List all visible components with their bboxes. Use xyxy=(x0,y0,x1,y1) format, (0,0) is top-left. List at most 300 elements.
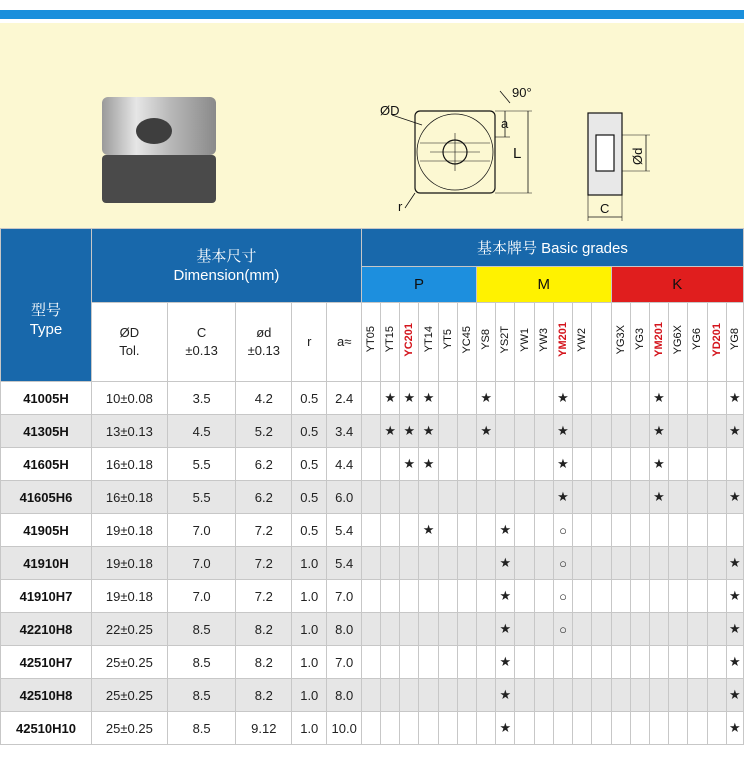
grade-mark xyxy=(592,415,611,448)
grade-mark xyxy=(400,679,419,712)
grade-column-header xyxy=(669,303,688,382)
grade-name: YT15 xyxy=(384,326,397,353)
grade-mark xyxy=(419,646,438,679)
row-dim-r: 0.5 xyxy=(292,448,327,481)
insert-photo xyxy=(102,97,216,203)
grades-header: 基本牌号 Basic grades xyxy=(361,229,743,267)
grade-mark xyxy=(611,547,630,580)
row-dim-r: 0.5 xyxy=(292,415,327,448)
grade-mark xyxy=(515,382,534,415)
grade-mark xyxy=(438,712,457,745)
dim-column-label: ød xyxy=(256,325,272,340)
grade-mark xyxy=(534,415,553,448)
grade-mark: ★ xyxy=(381,382,400,415)
table-row xyxy=(1,481,744,514)
grade-mark xyxy=(573,382,592,415)
grade-mark xyxy=(707,382,726,415)
row-dim-C: 8.5 xyxy=(167,646,236,679)
grade-column-header xyxy=(573,303,592,382)
grade-mark xyxy=(400,613,419,646)
grade-column-header xyxy=(496,303,515,382)
technical-drawing xyxy=(360,73,680,233)
row-dim-C: 5.5 xyxy=(167,448,236,481)
grade-mark xyxy=(649,646,668,679)
row-dim-a: 8.0 xyxy=(327,613,361,646)
grade-mark xyxy=(611,481,630,514)
grade-mark xyxy=(400,580,419,613)
grade-mark xyxy=(553,712,572,745)
grade-mark xyxy=(477,712,496,745)
dimension-header xyxy=(91,229,361,303)
grade-mark xyxy=(361,712,380,745)
grade-group-p: P xyxy=(361,267,476,303)
grade-column-header xyxy=(361,303,380,382)
grade-column-header xyxy=(419,303,438,382)
grade-mark xyxy=(707,547,726,580)
grade-column-header xyxy=(457,303,476,382)
grade-mark xyxy=(611,448,630,481)
grade-mark: ★ xyxy=(419,382,438,415)
row-dim-r: 1.0 xyxy=(292,613,327,646)
grade-mark xyxy=(400,712,419,745)
grade-mark xyxy=(688,514,707,547)
grade-mark: ★ xyxy=(553,481,572,514)
row-dim-D: 25±0.25 xyxy=(91,679,167,712)
grade-name: YG6X xyxy=(672,324,685,355)
row-dim-r: 0.5 xyxy=(292,481,327,514)
grade-mark: ★ xyxy=(477,382,496,415)
grade-mark xyxy=(630,547,649,580)
grade-mark xyxy=(688,712,707,745)
grade-mark xyxy=(573,613,592,646)
row-dim-D: 16±0.18 xyxy=(91,448,167,481)
grade-mark: ★ xyxy=(553,448,572,481)
grade-mark xyxy=(534,514,553,547)
row-dim-d: 8.2 xyxy=(236,679,292,712)
grade-mark xyxy=(534,613,553,646)
grade-mark xyxy=(381,613,400,646)
grade-mark xyxy=(649,547,668,580)
grade-mark xyxy=(707,646,726,679)
row-type: 41605H6 xyxy=(1,481,92,514)
grade-mark: ★ xyxy=(400,382,419,415)
grade-mark xyxy=(592,679,611,712)
grade-mark xyxy=(669,448,688,481)
row-dim-r: 1.0 xyxy=(292,547,327,580)
grade-mark: ★ xyxy=(553,415,572,448)
grade-mark xyxy=(477,514,496,547)
grade-name: YS8 xyxy=(480,329,493,350)
grade-mark: ★ xyxy=(419,415,438,448)
grade-mark xyxy=(592,613,611,646)
grade-mark xyxy=(515,580,534,613)
grade-mark xyxy=(419,679,438,712)
grade-mark: ★ xyxy=(726,415,743,448)
grade-mark xyxy=(361,382,380,415)
grade-mark xyxy=(438,448,457,481)
grade-mark: ★ xyxy=(726,712,743,745)
grade-mark xyxy=(496,415,515,448)
grade-mark xyxy=(611,514,630,547)
dimension-header-en: Dimension(mm) xyxy=(173,266,280,284)
grade-mark: ★ xyxy=(726,580,743,613)
table-row xyxy=(1,712,744,745)
grade-mark xyxy=(669,514,688,547)
grade-mark xyxy=(361,448,380,481)
grade-mark: ★ xyxy=(726,613,743,646)
grade-mark xyxy=(573,415,592,448)
grade-name: YW2 xyxy=(576,327,589,352)
grade-mark xyxy=(438,646,457,679)
grade-name: YD201 xyxy=(710,322,723,357)
grade-mark xyxy=(669,481,688,514)
product-figure-panel xyxy=(0,23,744,228)
row-type: 41910H xyxy=(1,547,92,580)
grade-mark xyxy=(649,712,668,745)
grade-column-header xyxy=(726,303,743,382)
grade-column-header xyxy=(553,303,572,382)
grade-mark xyxy=(688,481,707,514)
grade-mark xyxy=(688,679,707,712)
grade-name: YW1 xyxy=(518,327,531,352)
grade-mark xyxy=(515,481,534,514)
grade-column-header xyxy=(477,303,496,382)
grade-mark xyxy=(477,481,496,514)
row-dim-C: 8.5 xyxy=(167,679,236,712)
grade-mark: ★ xyxy=(649,415,668,448)
grade-mark xyxy=(592,580,611,613)
grade-mark xyxy=(457,679,476,712)
grade-mark xyxy=(630,613,649,646)
row-dim-C: 8.5 xyxy=(167,613,236,646)
row-dim-d: 7.2 xyxy=(236,547,292,580)
table-row xyxy=(1,448,744,481)
row-dim-r: 0.5 xyxy=(292,382,327,415)
row-type: 41905H xyxy=(1,514,92,547)
table-row xyxy=(1,580,744,613)
grade-mark: ○ xyxy=(553,514,572,547)
grade-mark xyxy=(381,679,400,712)
grade-mark: ★ xyxy=(496,613,515,646)
grade-mark xyxy=(630,679,649,712)
grade-mark xyxy=(592,514,611,547)
row-dim-a: 6.0 xyxy=(327,481,361,514)
row-dim-a: 8.0 xyxy=(327,679,361,712)
row-dim-d: 8.2 xyxy=(236,646,292,679)
grade-mark xyxy=(515,712,534,745)
grade-mark xyxy=(438,679,457,712)
row-dim-d: 9.12 xyxy=(236,712,292,745)
grade-mark xyxy=(534,646,553,679)
grade-mark xyxy=(611,679,630,712)
dim-column-header xyxy=(236,303,292,382)
grade-mark xyxy=(477,679,496,712)
grade-mark xyxy=(592,382,611,415)
row-dim-d: 7.2 xyxy=(236,580,292,613)
grade-column-header xyxy=(400,303,419,382)
grade-mark: ★ xyxy=(381,415,400,448)
grade-mark xyxy=(515,415,534,448)
grade-name: YT5 xyxy=(441,329,454,350)
dim-column-label: a≈ xyxy=(336,334,352,349)
grade-mark xyxy=(669,679,688,712)
row-dim-C: 5.5 xyxy=(167,481,236,514)
row-dim-a: 10.0 xyxy=(327,712,361,745)
grade-mark: ★ xyxy=(477,415,496,448)
grade-mark xyxy=(592,448,611,481)
row-dim-a: 7.0 xyxy=(327,580,361,613)
grade-mark xyxy=(438,382,457,415)
grade-mark: ★ xyxy=(726,679,743,712)
row-dim-d: 4.2 xyxy=(236,382,292,415)
row-dim-r: 1.0 xyxy=(292,646,327,679)
grade-column-header xyxy=(592,303,611,382)
grade-name: YG6 xyxy=(691,328,704,351)
grade-mark xyxy=(361,547,380,580)
grade-mark: ★ xyxy=(400,448,419,481)
top-accent-bar xyxy=(0,10,744,19)
grade-column-header xyxy=(534,303,553,382)
row-type: 41305H xyxy=(1,415,92,448)
grade-mark xyxy=(707,712,726,745)
row-dim-d: 8.2 xyxy=(236,613,292,646)
grade-column-header xyxy=(515,303,534,382)
row-dim-C: 7.0 xyxy=(167,514,236,547)
row-dim-r: 1.0 xyxy=(292,679,327,712)
row-type: 42210H8 xyxy=(1,613,92,646)
grade-mark xyxy=(573,712,592,745)
table-row xyxy=(1,679,744,712)
grade-mark xyxy=(419,613,438,646)
grade-column-header xyxy=(707,303,726,382)
row-dim-D: 13±0.13 xyxy=(91,415,167,448)
row-type: 42510H8 xyxy=(1,679,92,712)
label-d: Ød xyxy=(630,147,645,165)
row-dim-C: 3.5 xyxy=(167,382,236,415)
grade-mark xyxy=(438,481,457,514)
grade-mark xyxy=(553,679,572,712)
grade-mark xyxy=(707,580,726,613)
grade-mark: ○ xyxy=(553,580,572,613)
grade-column-header xyxy=(438,303,457,382)
table-body xyxy=(1,382,744,745)
row-dim-C: 7.0 xyxy=(167,547,236,580)
grade-group-k: K xyxy=(611,267,744,303)
label-D: ØD xyxy=(380,103,400,118)
row-dim-a: 7.0 xyxy=(327,646,361,679)
grade-mark xyxy=(553,646,572,679)
grade-mark: ★ xyxy=(496,646,515,679)
grade-mark xyxy=(457,613,476,646)
grade-mark xyxy=(457,448,476,481)
dim-column-header xyxy=(167,303,236,382)
table-row xyxy=(1,382,744,415)
grade-mark xyxy=(438,547,457,580)
row-dim-a: 5.4 xyxy=(327,547,361,580)
grade-mark xyxy=(669,613,688,646)
grade-mark xyxy=(361,646,380,679)
row-dim-D: 22±0.25 xyxy=(91,613,167,646)
grade-mark xyxy=(669,547,688,580)
grade-mark xyxy=(707,481,726,514)
grade-name: YW3 xyxy=(537,327,550,352)
grade-mark xyxy=(688,580,707,613)
grade-mark xyxy=(457,580,476,613)
grade-mark xyxy=(649,514,668,547)
dim-column-tolerance: Tol. xyxy=(119,343,140,358)
grade-mark xyxy=(361,514,380,547)
grade-mark: ★ xyxy=(726,382,743,415)
row-type: 41910H7 xyxy=(1,580,92,613)
grade-mark xyxy=(592,712,611,745)
grade-mark xyxy=(400,514,419,547)
grade-mark xyxy=(457,415,476,448)
label-angle: 90° xyxy=(512,85,532,100)
grade-mark xyxy=(361,679,380,712)
grade-mark xyxy=(534,547,553,580)
row-type: 41005H xyxy=(1,382,92,415)
grade-mark xyxy=(400,481,419,514)
grade-group-m: M xyxy=(477,267,611,303)
grade-mark xyxy=(630,415,649,448)
row-dim-d: 7.2 xyxy=(236,514,292,547)
grade-mark xyxy=(438,580,457,613)
grade-column-header xyxy=(630,303,649,382)
label-L: L xyxy=(513,145,522,162)
grade-mark xyxy=(649,679,668,712)
grade-mark xyxy=(726,448,743,481)
row-dim-a: 3.4 xyxy=(327,415,361,448)
row-dim-D: 25±0.25 xyxy=(91,712,167,745)
row-type: 42510H10 xyxy=(1,712,92,745)
grade-name: YM201 xyxy=(556,322,569,357)
grade-mark xyxy=(611,613,630,646)
grade-column-header xyxy=(649,303,668,382)
row-dim-a: 5.4 xyxy=(327,514,361,547)
grade-mark xyxy=(707,679,726,712)
grade-mark xyxy=(381,580,400,613)
grade-mark xyxy=(688,547,707,580)
grade-mark xyxy=(573,514,592,547)
row-dim-D: 19±0.18 xyxy=(91,514,167,547)
grade-mark xyxy=(688,415,707,448)
table-row xyxy=(1,613,744,646)
grade-mark xyxy=(381,712,400,745)
row-dim-d: 6.2 xyxy=(236,448,292,481)
grade-mark xyxy=(457,712,476,745)
grade-mark xyxy=(515,448,534,481)
grade-mark xyxy=(419,547,438,580)
grade-mark xyxy=(477,547,496,580)
type-header xyxy=(1,229,92,382)
grade-mark xyxy=(381,547,400,580)
grade-column-header xyxy=(381,303,400,382)
grade-name: YM201 xyxy=(653,322,665,357)
grade-mark: ○ xyxy=(553,547,572,580)
dim-column-header xyxy=(91,303,167,382)
row-dim-r: 1.0 xyxy=(292,580,327,613)
grade-mark xyxy=(611,580,630,613)
grade-mark: ★ xyxy=(726,481,743,514)
grade-column-header xyxy=(611,303,630,382)
row-dim-C: 7.0 xyxy=(167,580,236,613)
grade-mark xyxy=(457,547,476,580)
grade-mark: ★ xyxy=(419,448,438,481)
grade-mark xyxy=(630,514,649,547)
row-dim-r: 0.5 xyxy=(292,514,327,547)
grade-mark: ★ xyxy=(726,646,743,679)
sub-header-row xyxy=(1,303,744,382)
grade-mark xyxy=(381,646,400,679)
label-r: r xyxy=(398,199,403,214)
grade-mark xyxy=(515,679,534,712)
grade-mark xyxy=(400,547,419,580)
dim-column-label: C xyxy=(196,325,207,340)
table-row xyxy=(1,415,744,448)
grade-mark: ★ xyxy=(649,481,668,514)
grade-mark xyxy=(534,481,553,514)
grade-mark xyxy=(630,646,649,679)
grade-mark xyxy=(649,580,668,613)
grade-mark xyxy=(496,382,515,415)
grade-mark xyxy=(592,481,611,514)
grade-mark xyxy=(534,712,553,745)
type-header-cn: 型号 xyxy=(30,302,61,319)
grade-mark: ★ xyxy=(496,679,515,712)
grade-mark xyxy=(630,382,649,415)
grade-mark: ★ xyxy=(649,448,668,481)
grade-mark xyxy=(457,646,476,679)
grade-mark xyxy=(573,448,592,481)
grade-mark xyxy=(534,448,553,481)
label-a: a xyxy=(501,116,509,131)
grade-name: YC201 xyxy=(403,322,416,357)
row-dim-D: 19±0.18 xyxy=(91,580,167,613)
row-dim-a: 2.4 xyxy=(327,382,361,415)
row-dim-d: 5.2 xyxy=(236,415,292,448)
grade-mark xyxy=(669,382,688,415)
grade-name: YG3 xyxy=(633,328,646,351)
grade-mark xyxy=(477,613,496,646)
grade-mark xyxy=(438,613,457,646)
grade-mark xyxy=(707,613,726,646)
grade-mark xyxy=(688,613,707,646)
table-row xyxy=(1,547,744,580)
grade-mark: ★ xyxy=(496,580,515,613)
grade-mark xyxy=(457,514,476,547)
grade-mark xyxy=(707,448,726,481)
dim-column-header xyxy=(327,303,361,382)
dim-column-label: ØD xyxy=(119,325,140,340)
grade-mark xyxy=(534,580,553,613)
grade-mark xyxy=(707,514,726,547)
grade-mark xyxy=(592,547,611,580)
table-row xyxy=(1,646,744,679)
grade-mark xyxy=(515,613,534,646)
grade-mark xyxy=(630,481,649,514)
grade-name: YS2T xyxy=(499,325,512,354)
grade-mark xyxy=(438,514,457,547)
grade-mark xyxy=(573,547,592,580)
grade-mark xyxy=(630,712,649,745)
grade-mark xyxy=(361,580,380,613)
grade-mark xyxy=(611,382,630,415)
grade-mark xyxy=(573,580,592,613)
grade-mark xyxy=(669,580,688,613)
grade-column-header xyxy=(688,303,707,382)
grade-mark xyxy=(630,448,649,481)
grade-name: YC45 xyxy=(460,325,473,354)
